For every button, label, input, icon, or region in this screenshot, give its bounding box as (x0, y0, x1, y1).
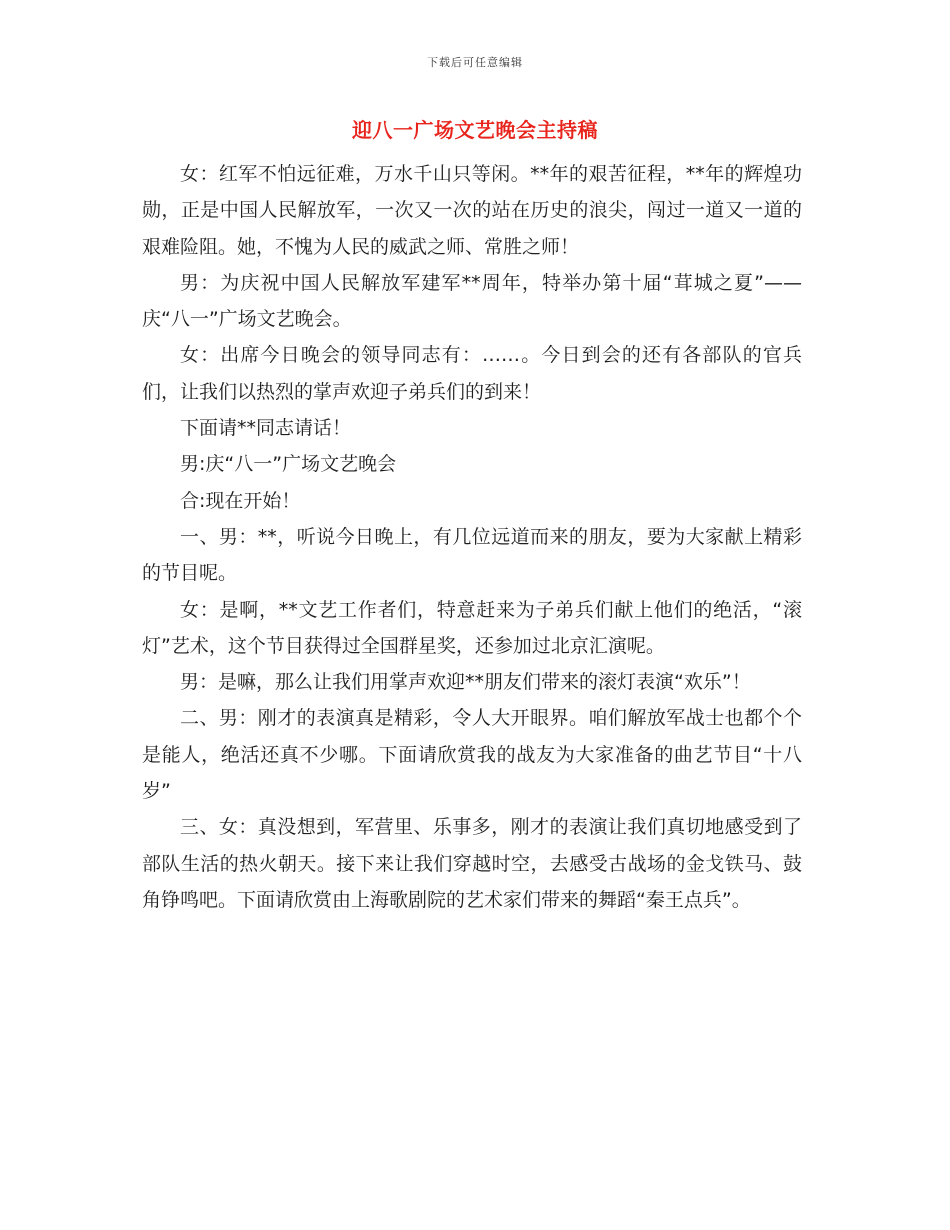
paragraph: 女：出席今日晚会的领导同志有：……。今日到会的还有各部队的官兵们，让我们以热烈的掌声欢迎子弟兵们的到来！ (142, 344, 802, 403)
paragraph: 一、男：**，听说今日晚上，有几位远道而来的朋友，要为大家献上精彩的节目呢。 (142, 525, 802, 585)
paragraph: 男:庆“八一”广场文艺晚会 (180, 453, 397, 476)
paragraph: 女：红军不怕远征难，万水千山只等闲。**年的艰苦征程，**年的辉煌功勋，正是中国人民解放军，一次又一次的站在历史的浪尖，闯过一道又一道的艰难险阻。她，不愧为人民的威武之师、常胜之师！ (142, 163, 802, 258)
document-title: 迎八一广场文艺晚会主持稿 (352, 118, 598, 142)
paragraph: 二、男：刚才的表演真是精彩，令人大开眼界。咱们解放军战士也都个个是能人，绝活还真不少哪。下面请欣赏我的战友为大家准备的曲艺节目“十八岁” (142, 707, 802, 803)
paragraph: 女：是啊，**文艺工作者们，特意赶来为子弟兵们献上他们的绝活，“滚灯”艺术，这个节目获得过全国群星奖，还参加过北京汇演呢。 (142, 598, 802, 657)
paragraph: 下面请**同志请话！ (180, 417, 352, 440)
document-body (142, 156, 802, 918)
paragraph: 男：是嘛，那么让我们用掌声欢迎**朋友们带来的滚灯表演“欢乐”！ (180, 671, 751, 694)
paragraph: 三、女：真没想到，军营里、乐事多，刚才的表演让我们真切地感受到了部队生活的热火朝天。接下来让我们穿越时空，去感受古战场的金戈铁马、鼓角铮鸣吧。下面请欣赏由上海歌剧院的艺术家们带来的舞蹈“秦王点兵”。 (142, 816, 802, 911)
paragraph: 合:现在开始！ (180, 489, 301, 512)
header-note: 下载后可任意编辑 (427, 56, 523, 69)
paragraph: 男：为庆祝中国人民解放军建军**周年，特举办第十届“茸城之夏”——庆“八一”广场文艺晚会。 (142, 271, 802, 331)
